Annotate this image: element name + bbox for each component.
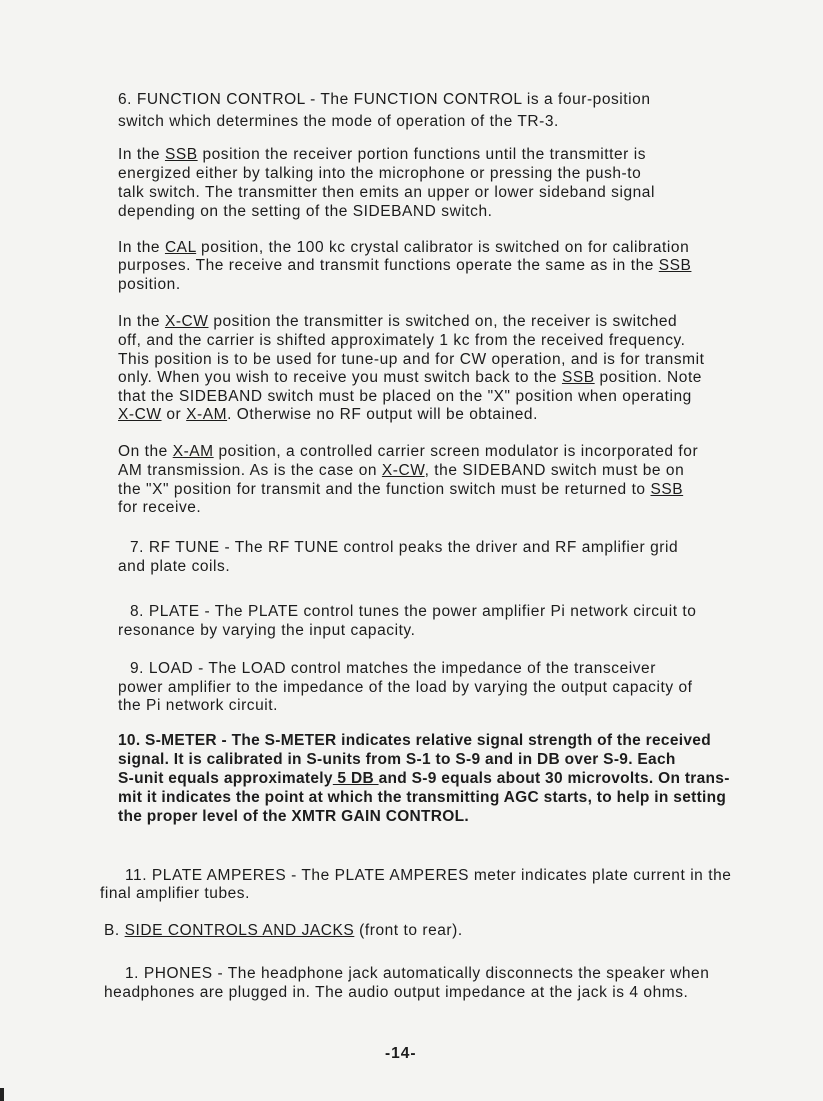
underlined-term: SSB <box>164 146 198 163</box>
scan-edge-mark <box>0 1088 4 1101</box>
text-segment: resonance by varying the input capacity. <box>118 622 416 639</box>
underlined-term: 5 DB <box>332 770 379 787</box>
text-segment: that the SIDEBAND switch must be placed on the "X" position when operating <box>118 388 692 405</box>
text-line <box>118 275 181 294</box>
text-segment: 9. LOAD - The LOAD control matches the impedance of the transceiver <box>130 660 656 677</box>
text-segment: position. <box>118 276 181 293</box>
text-line <box>118 387 692 406</box>
text-line <box>118 368 702 387</box>
text-line <box>118 498 201 517</box>
text-segment: AM transmission. As is the case on <box>118 462 382 479</box>
underlined-term: SSB <box>650 481 684 498</box>
text-segment: talk switch. The transmitter then emits an upper or lower sideband signal <box>118 184 655 201</box>
text-line <box>118 405 538 424</box>
underlined-term: SIDE CONTROLS AND JACKS <box>124 922 355 939</box>
text-line <box>118 256 691 275</box>
text-segment: In the <box>118 313 165 330</box>
text-segment: switch which determines the mode of operation of the TR-3. <box>118 113 559 130</box>
text-line <box>104 983 688 1002</box>
text-segment: , the SIDEBAND switch must be on <box>424 462 685 479</box>
text-segment: the "X" position for transmit and the function switch must be returned to <box>118 481 651 498</box>
text-segment: signal. It is calibrated in S-units from S-1 to S-9 and in DB over S-9. Each <box>118 751 676 768</box>
underlined-term: CAL <box>164 239 197 256</box>
text-line <box>118 696 278 715</box>
text-line <box>118 331 686 350</box>
text-segment: On the <box>118 443 173 460</box>
underlined-term: SSB <box>658 257 692 274</box>
page-number: -14- <box>385 1045 417 1062</box>
underlined-term: X-CW <box>118 406 162 423</box>
underlined-term: X-CW <box>381 462 425 479</box>
text-line <box>104 921 463 940</box>
text-line <box>118 731 711 750</box>
text-line <box>118 145 646 164</box>
text-line <box>118 557 230 576</box>
text-segment: only. When you wish to receive you must switch back to the <box>118 369 562 386</box>
text-line <box>118 461 684 480</box>
text-segment: final amplifier tubes. <box>100 885 250 902</box>
underlined-term: X-AM <box>186 406 228 423</box>
text-segment: for receive. <box>118 499 202 516</box>
text-segment: 8. PLATE - The PLATE control tunes the power amplifier Pi network circuit to <box>130 603 697 620</box>
text-line <box>125 866 731 885</box>
text-line <box>130 659 656 678</box>
text-segment: off, and the carrier is shifted approximately 1 kc from the received frequency. <box>118 332 686 349</box>
text-segment: 1. PHONES - The headphone jack automatically disconnects the speaker when <box>125 965 710 982</box>
text-segment: position the receiver portion functions until the transmitter is <box>197 146 647 163</box>
text-segment: position, a controlled carrier screen modulator is incorporated for <box>213 443 699 460</box>
text-line <box>125 964 709 983</box>
text-segment: mit it indicates the point at which the transmitting AGC starts, to help in setting <box>118 789 727 806</box>
text-segment: 10. S-METER - The S-METER indicates relative signal strength of the received <box>118 732 711 749</box>
text-line <box>118 202 493 221</box>
text-segment: and S-9 equals about 30 microvolts. On trans- <box>378 770 730 787</box>
text-line <box>118 480 683 499</box>
text-segment: 6. FUNCTION CONTROL - The FUNCTION CONTROL is a four-position <box>118 91 651 108</box>
text-segment: This position is to be used for tune-up and for CW operation, and is for transmit <box>118 351 705 368</box>
text-segment: energized either by talking into the microphone or pressing the push-to <box>118 165 642 182</box>
text-line <box>118 312 677 331</box>
text-line <box>118 769 730 788</box>
underlined-term: SSB <box>561 369 595 386</box>
text-segment: 11. PLATE AMPERES - The PLATE AMPERES meter indicates plate current in the <box>125 867 732 884</box>
text-line <box>118 750 676 769</box>
text-segment: position, the 100 kc crystal calibrator is switched on for calibration <box>196 239 690 256</box>
text-line <box>130 602 696 621</box>
text-segment: depending on the setting of the SIDEBAND switch. <box>118 203 493 220</box>
text-line <box>130 538 678 557</box>
text-line <box>118 678 693 697</box>
text-line <box>118 90 651 109</box>
text-line <box>118 238 689 257</box>
text-line <box>118 788 726 807</box>
text-segment: 7. RF TUNE - The RF TUNE control peaks the driver and RF amplifier grid <box>130 539 679 556</box>
text-segment: position. Note <box>594 369 702 386</box>
text-line <box>118 442 698 461</box>
text-segment: the Pi network circuit. <box>118 697 278 714</box>
text-segment: B. <box>104 922 125 939</box>
text-segment: the proper level of the XMTR GAIN CONTROL. <box>118 808 470 825</box>
underlined-term: X-CW <box>164 313 209 330</box>
text-line <box>118 112 559 131</box>
underlined-term: X-AM <box>172 443 214 460</box>
text-segment: or <box>161 406 187 423</box>
text-segment: (front to rear). <box>354 922 463 939</box>
text-segment: position the transmitter is switched on, the receiver is switched <box>208 313 678 330</box>
text-line <box>100 884 250 903</box>
text-line <box>118 164 641 183</box>
text-segment: power amplifier to the impedance of the load by varying the output capacity of <box>118 679 693 696</box>
text-line <box>118 621 415 640</box>
text-segment: S-unit equals approximately <box>118 770 333 787</box>
text-segment: and plate coils. <box>118 558 231 575</box>
text-segment: purposes. The receive and transmit functions operate the same as in the <box>118 257 659 274</box>
text-segment: headphones are plugged in. The audio output impedance at the jack is 4 ohms. <box>104 984 689 1001</box>
text-line <box>118 807 469 826</box>
text-segment: In the <box>118 239 165 256</box>
text-line <box>118 350 704 369</box>
text-line <box>118 183 655 202</box>
text-segment: . Otherwise no RF output will be obtained. <box>227 406 538 423</box>
text-segment: In the <box>118 146 165 163</box>
